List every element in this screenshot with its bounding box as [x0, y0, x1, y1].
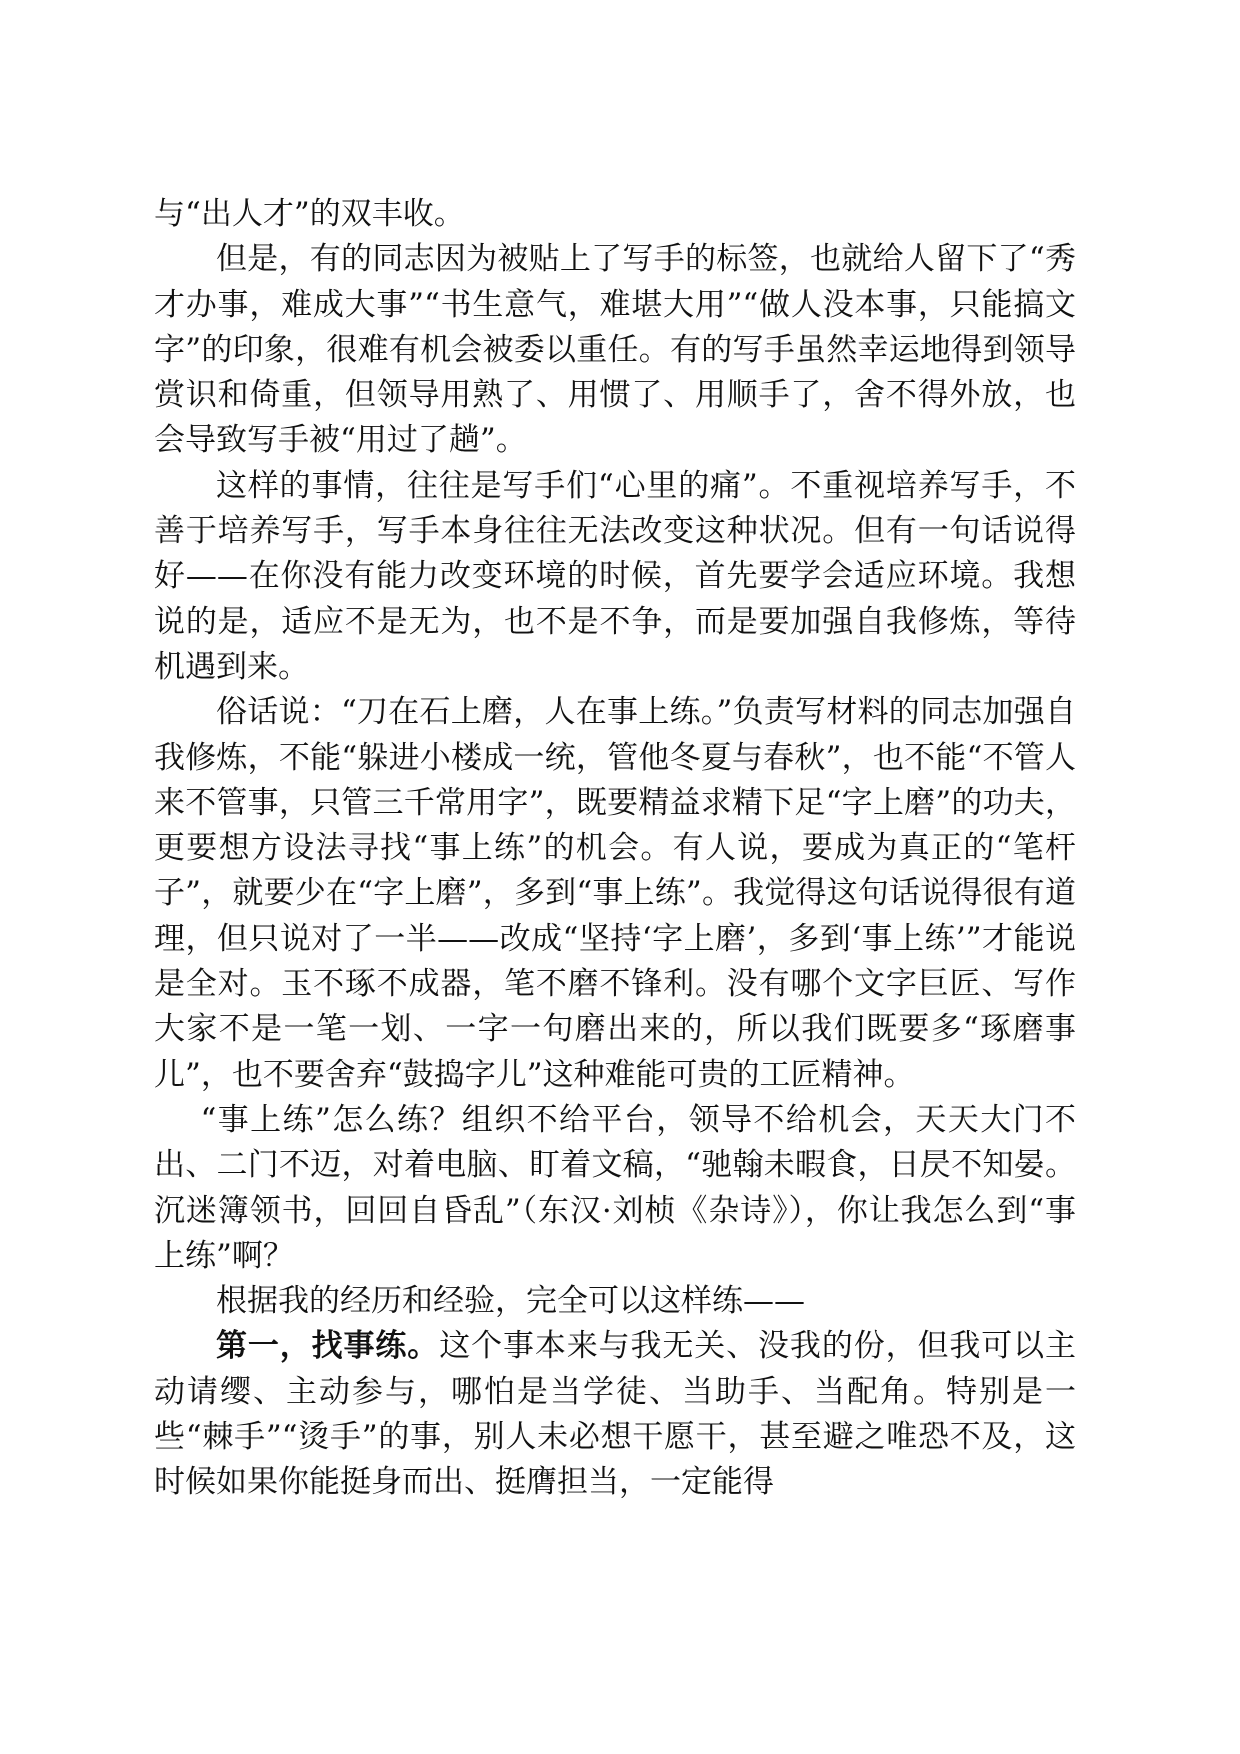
- paragraph-writer-label: 但是，有的同志因为被贴上了写手的标签，也就给人留下了“秀才办事，难成大事”“书生意气，难堪大用”“做人没本事，只能搞文字”的印象，很难有机会被委以重任。有的写手虽然幸运地得到领导赏识和倚重，但领导用熟了、用惯了、用顺手了，舍不得外放，也会导致写手被“用过了趟”。: [154, 241, 1076, 459]
- paragraph-how-to-practice: “事上练”怎么练？组织不给平台，领导不给机会，天天大门不出、二门不迈，对着电脑、盯着文稿，“驰翰未暇食，日昃不知晏。沉迷簿领书，回回自昏乱”（东汉·刘桢《杂诗》），你让我怎么到“事上练”啊？: [154, 1101, 1076, 1274]
- document-body: [154, 192, 1076, 1506]
- paragraph-proverb: 俗话说：“刀在石上磨，人在事上练。”负责写材料的同志加强自我修炼，不能“躲进小楼成一统，管他冬夏与春秋”，也不能“不管人来不管事，只管三千常用字”，既要精益求精下足“字上磨”的功夫，更要想方设法寻找“事上练”的机会。有人说，要成为真正的“笔杆子”，就要少在“字上磨”，多到“事上练”。我觉得这句话说得很有道理，但只说对了一半——改成“坚持‘字上磨’，多到‘事上练’”才能说是全对。玉不琢不成器，笔不磨不锋利。没有哪个文字巨匠、写作大家不是一笔一划、一字一句磨出来的，所以我们既要多“琢磨事儿”，也不要舍弃“鼓捣字儿”这种难能可贵的工匠精神。: [154, 694, 1076, 1093]
- paragraph-heart-pain: 这样的事情，往往是写手们“心里的痛”。不重视培养写手，不善于培养写手，写手本身往往无法改变这种状况。但有一句话说得好——在你没有能力改变环境的时候，首先要学会适应环境。我想说的是，适应不是无为，也不是不争，而是要加强自我修炼，等待机遇到来。: [154, 467, 1076, 685]
- paragraph-experience: 根据我的经历和经验，完全可以这样练——: [216, 1283, 805, 1320]
- paragraph-continuation: 与“出人才”的双丰收。: [154, 196, 465, 232]
- paragraph-point-one: [154, 1324, 1076, 1505]
- point-one-text: 这个事本来与我无关、没我的份，但我可以主动请缨、主动参与，哪怕是当学徒、当助手、当配角。特别是一些“棘手”“烫手”的事，别人未必想干愿干，甚至避之唯恐不及，这时候如果你能挺身而出、挺膺担当，一定能得: [154, 1328, 1077, 1501]
- point-one-heading: 第一，找事练。: [216, 1328, 440, 1365]
